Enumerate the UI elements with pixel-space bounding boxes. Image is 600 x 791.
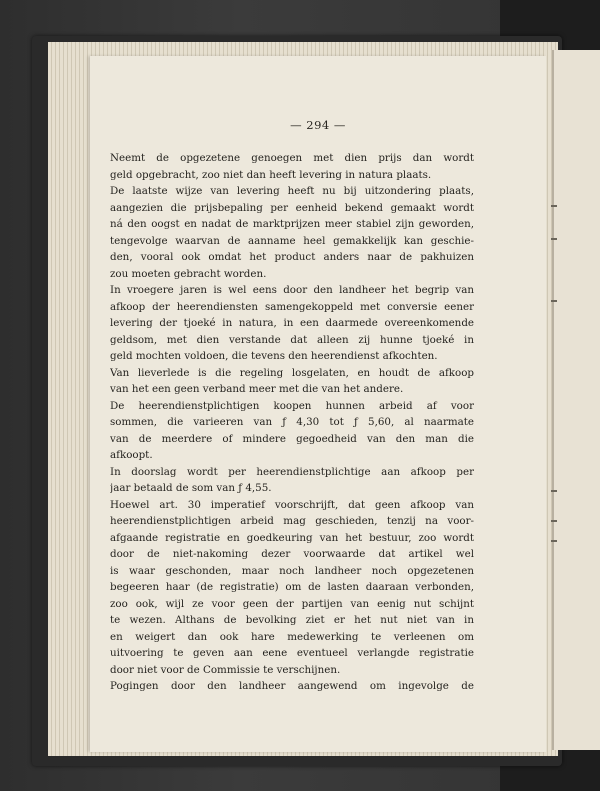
text-line: te wezen. Althans de bevolking ziet er het nut niet van in [110, 614, 474, 626]
text-line: van de meerdere of mindere gegoedheid van den man die [110, 432, 474, 445]
text-line: afkoopt. [110, 449, 153, 461]
text-line: Neemt de opgezetene genoegen met dien prijs dan wordt [110, 152, 474, 164]
facing-page-edge [552, 50, 600, 750]
text-line: zoo ook, wijl ze voor geen der partijen van eenig nut schijnt [110, 597, 474, 610]
text-line: aangezien die prijsbepaling per eenheid bekend gemaakt wordt [110, 201, 474, 214]
margin-mark [551, 540, 557, 542]
page-number: — 294 — [290, 118, 346, 132]
margin-mark [551, 490, 557, 492]
text-line: In vroegere jaren is wel eens door den landheer het begrip van [110, 284, 474, 296]
text-line: geld mochten voldoen, die tevens den heerendienst afkochten. [110, 350, 438, 362]
text-line: levering der tjoeké in natura, in een daarmede overeenkomende [110, 317, 474, 329]
text-line: heerendienstplichtigen arbeid mag geschieden, tenzij na voor- [110, 515, 474, 527]
text-line: van het een geen verband meer met die van het andere. [110, 383, 404, 395]
margin-mark [551, 205, 557, 207]
text-line: De heerendienstplichtigen koopen hunnen arbeid af voor [110, 399, 474, 412]
margin-mark [551, 520, 557, 522]
text-line: sommen, die varieeren van ƒ 4,30 tot ƒ 5,60, al naarmate [110, 416, 474, 428]
text-line: Hoewel art. 30 imperatief voorschrijft, dat geen afkoop van [110, 498, 474, 511]
text-line: geld opgebracht, zoo niet dan heeft levering in natura plaats. [110, 168, 432, 181]
text-line: De laatste wijze van levering heeft nu bij uitzondering plaats, [110, 185, 474, 197]
text-line: tengevolge waarvan de aanname heel gemakkelijk kan geschie- [110, 234, 474, 247]
text-line: Pogingen door den landheer aangewend om ingevolge de [110, 680, 474, 692]
margin-mark [551, 238, 557, 240]
text-line: zou moeten gebracht worden. [110, 267, 267, 280]
text-line: In doorslag wordt per heerendienstplichtige aan afkoop per [110, 465, 474, 478]
text-line: is waar geschonden, maar noch landheer noch opgezetenen [110, 564, 474, 577]
text-line: geldsom, met dien verstande dat alleen zij hunne tjoeké in [110, 333, 474, 346]
text-line: door de niet-nakoming dezer voorwaarde dat artikel wel [110, 548, 474, 560]
text-line: jaar betaald de som van ƒ 4,55. [110, 482, 272, 494]
text-line: Van lieverlede is die regeling losgelaten, en houdt de afkoop [110, 366, 474, 379]
text-line: begeeren haar (de registratie) om de lasten daaraan verbonden, [110, 581, 474, 593]
text-line: ná den oogst en nadat de marktprijzen meer stabiel zijn geworden, [110, 218, 474, 230]
margin-mark [551, 300, 557, 302]
text-line: en weigert dan ook hare medewerking te verleenen om [110, 630, 474, 643]
text-line: den, vooral ook omdat het product anders naar de pakhuizen [110, 251, 474, 263]
body-text [110, 150, 474, 695]
text-line: afgaande registratie en goedkeuring van het bestuur, zoo wordt [110, 531, 474, 544]
text-line: door niet voor de Commissie te verschijnen. [110, 663, 341, 676]
text-line: afkoop der heerendiensten samengekoppeld met conversie eener [110, 300, 474, 313]
text-line: uitvoering te geven aan eene eventueel verlangde registratie [110, 647, 474, 659]
